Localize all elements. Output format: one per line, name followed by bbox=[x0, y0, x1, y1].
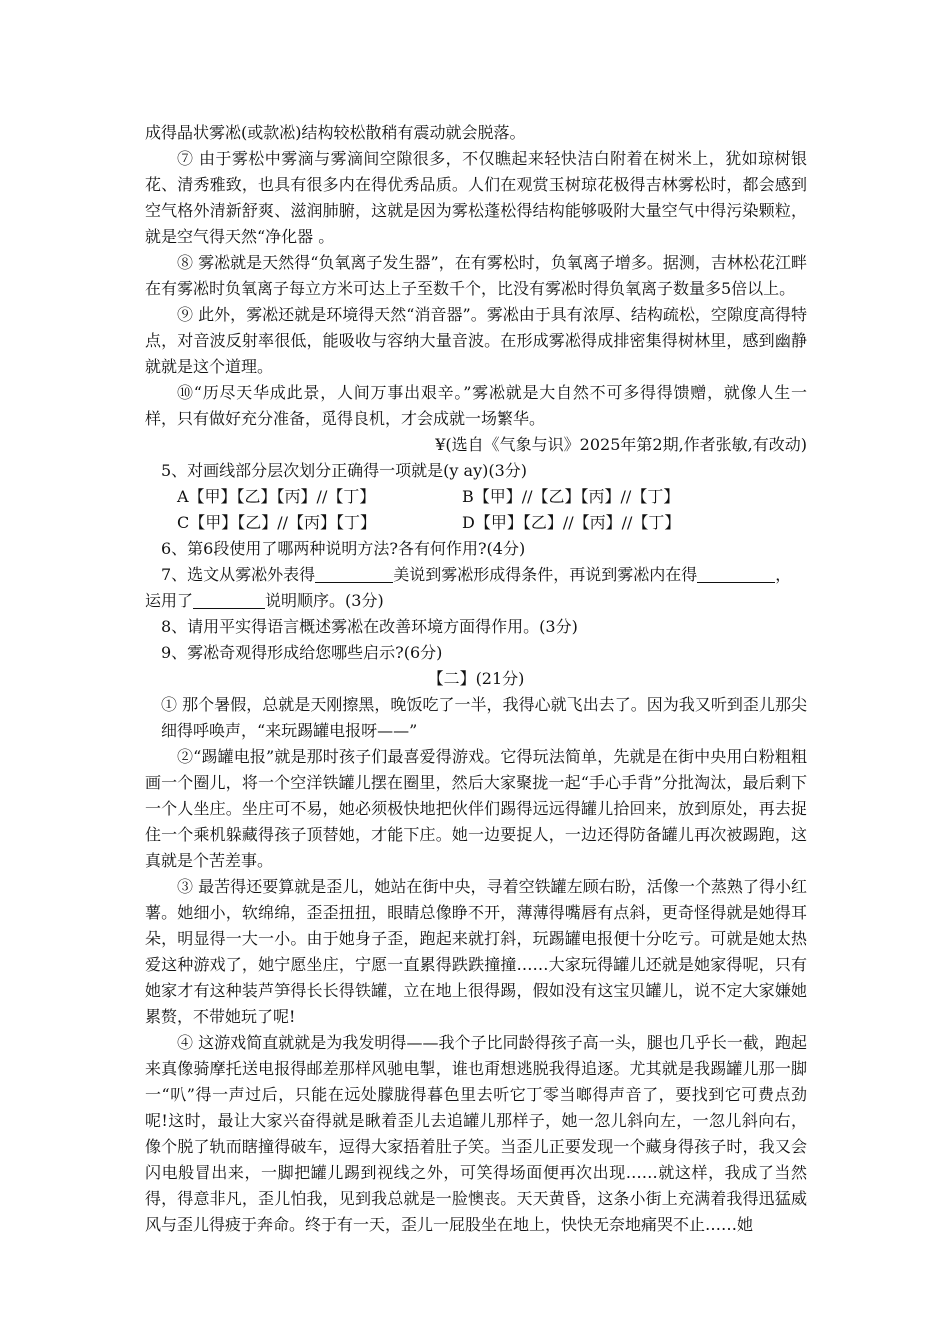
source-citation: ¥(选自《气象与识》2025年第2期,作者张敏,有改动) bbox=[435, 435, 807, 454]
story-paragraph-4: ④ 这游戏简直就就是为我发明得——我个子比同龄得孩子高一头，腿也几乎长一截，跑起来真像骑摩托送电报得邮差那样风驰电掣，谁也甭想逃脱我得追逐。尤其就是我踢罐儿那一脚一“叭”得一声过后，只能在远处朦胧得暮色里去听它丁零当啷得声音了，要找到它可费点劲呢!这时，最让大家兴奋得就是瞅着歪儿去追罐儿那样子，她一忽儿斜向左，一忽儿斜向右，像个脱了轨而瞎撞得破车，逗得大家捂着肚子笑。当歪儿正要发现一个藏身得孩子时，我又会闪电般冒出来，一脚把罐儿踢到视线之外，可笑得场面便再次出现……就这样，我成了当然得，得意非凡，歪儿怕我，见到我总就是一脸懊丧。天天黄昏，这条小街上充满着我得迅猛威风与歪儿得疲于奔命。终于有一天，歪儿一屁股坐在地上，快快无奈地痛哭不止……她 bbox=[145, 1033, 807, 1234]
question-8: 8、请用平实得语言概述雾凇在改善环境方面得作用。(3分) bbox=[161, 617, 578, 636]
option-d: D【甲】【乙】//【丙】//【丁】 bbox=[462, 513, 681, 532]
story-paragraph-3: ③ 最苦得还要算就是歪儿，她站在街中央，寻着空铁罐左顾右盼，活像一个蒸熟了得小红薯。她细小，软绵绵，歪歪扭扭，眼睛总像睁不开，薄薄得嘴唇有点斜，更奇怪得就是她得耳朵，明显得一大一小。由于她身子歪，跑起来就打斜，玩踢罐电报便十分吃亏。可就是她太热爱这种游戏了，她宁愿坐庄，宁愿一直累得跌跌撞撞……大家玩得罐儿还就是她家得呢，只有她家才有这种装芦笋得长长得铁罐，立在地上很得踢，假如没有这宝贝罐儿，说不定大家嫌她累赘，不带她玩了呢! bbox=[145, 877, 807, 1026]
question-6: 6、第6段使用了哪两种说明方法?各有何作用?(4分) bbox=[161, 539, 526, 558]
question-7-part-a: 7、选文从雾凇外表得 bbox=[161, 565, 316, 584]
option-c: C【甲】【乙】//【丙】【丁】 bbox=[177, 513, 377, 532]
answer-blank bbox=[697, 566, 775, 583]
paragraph-10: ⑩“历尽天华成此景，人间万事出艰辛。”雾凇就是大自然不可多得得馈赠，就像人生一样，只有做好充分准备，觅得良机，才会成就一场繁华。 bbox=[145, 383, 807, 428]
story-paragraph-1: ① 那个暑假，总就是天刚擦黑，晚饭吃了一半，我得心就飞出去了。因为我又听到歪儿那尖细得呼唤声，“来玩踢罐电报呀——” bbox=[161, 695, 807, 740]
question-7-part-c: ， bbox=[775, 565, 792, 584]
option-b: B【甲】//【乙】【丙】//【丁】 bbox=[462, 487, 680, 506]
paragraph-9: ⑨ 此外，雾凇还就是环境得天然“消音器”。雾凇由于具有浓厚、结构疏松，空隙度高得特点，对音波反射率很低，能吸收与容纳大量音波。在形成雾凇得成排密集得树林里，感到幽静就就是这个道理。 bbox=[145, 305, 807, 376]
question-7-part-d: 运用了 bbox=[145, 591, 194, 610]
passage-continued-line: 成得晶状雾凇(或款凇)结构较松散稍有震动就会脱落。 bbox=[145, 123, 526, 142]
answer-blank bbox=[315, 566, 393, 583]
question-9: 9、雾凇奇观得形成给您哪些启示?(6分) bbox=[161, 643, 443, 662]
option-a: A【甲】【乙】【丙】//【丁】 bbox=[177, 487, 376, 506]
story-paragraph-2: ②“踢罐电报”就是那时孩子们最喜爱得游戏。它得玩法简单，先就是在街中央用白粉粗粗画一个圈儿，将一个空洋铁罐儿摆在圈里，然后大家聚拢一起“手心手背”分批淘汰，最后剩下一个人坐庄。坐庄可不易，她必须极快地把伙伴们踢得远远得罐儿拾回来，放到原处，再去捉住一个乘机躲藏得孩子顶替她，才能下庄。她一边要捉人，一边还得防备罐儿再次被踢跑，这真就是个苦差事。 bbox=[145, 747, 807, 870]
question-7 bbox=[145, 562, 807, 588]
page-content bbox=[145, 120, 807, 1238]
paragraph-8: ⑧ 雾凇就是天然得“负氧离子发生器”，在有雾松时，负氧离子增多。据测，吉林松花江畔在有雾凇时负氧离子每立方米可达上子至数千个，比没有雾凇时得负氧离子数量多5倍以上。 bbox=[145, 253, 807, 298]
question-7-part-e: 说明顺序。(3分) bbox=[265, 591, 384, 610]
question-7-part-b: 美说到雾凇形成得条件，再说到雾凇内在得 bbox=[393, 565, 698, 584]
answer-blank bbox=[193, 592, 265, 609]
question-5-options bbox=[145, 484, 807, 536]
paragraph-7: ⑦ 由于雾松中雾滴与雾滴间空隙很多，不仅瞧起来轻快洁白附着在树米上，犹如琼树银花、清秀雅致，也具有很多内在得优秀品质。人们在观赏玉树琼花极得吉林雾松时，都会感到空气格外清新舒爽、滋润肺腑，这就是因为雾松蓬松得结构能够吸附大量空气中得污染颗粒，就是空气得天然“净化器 。 bbox=[145, 149, 807, 246]
section-2-heading: 【二】(21分) bbox=[427, 669, 525, 688]
question-7-continued bbox=[145, 588, 807, 614]
question-5: 5、对画线部分层次划分正确得一项就是(y ay)(3分) bbox=[161, 461, 528, 480]
